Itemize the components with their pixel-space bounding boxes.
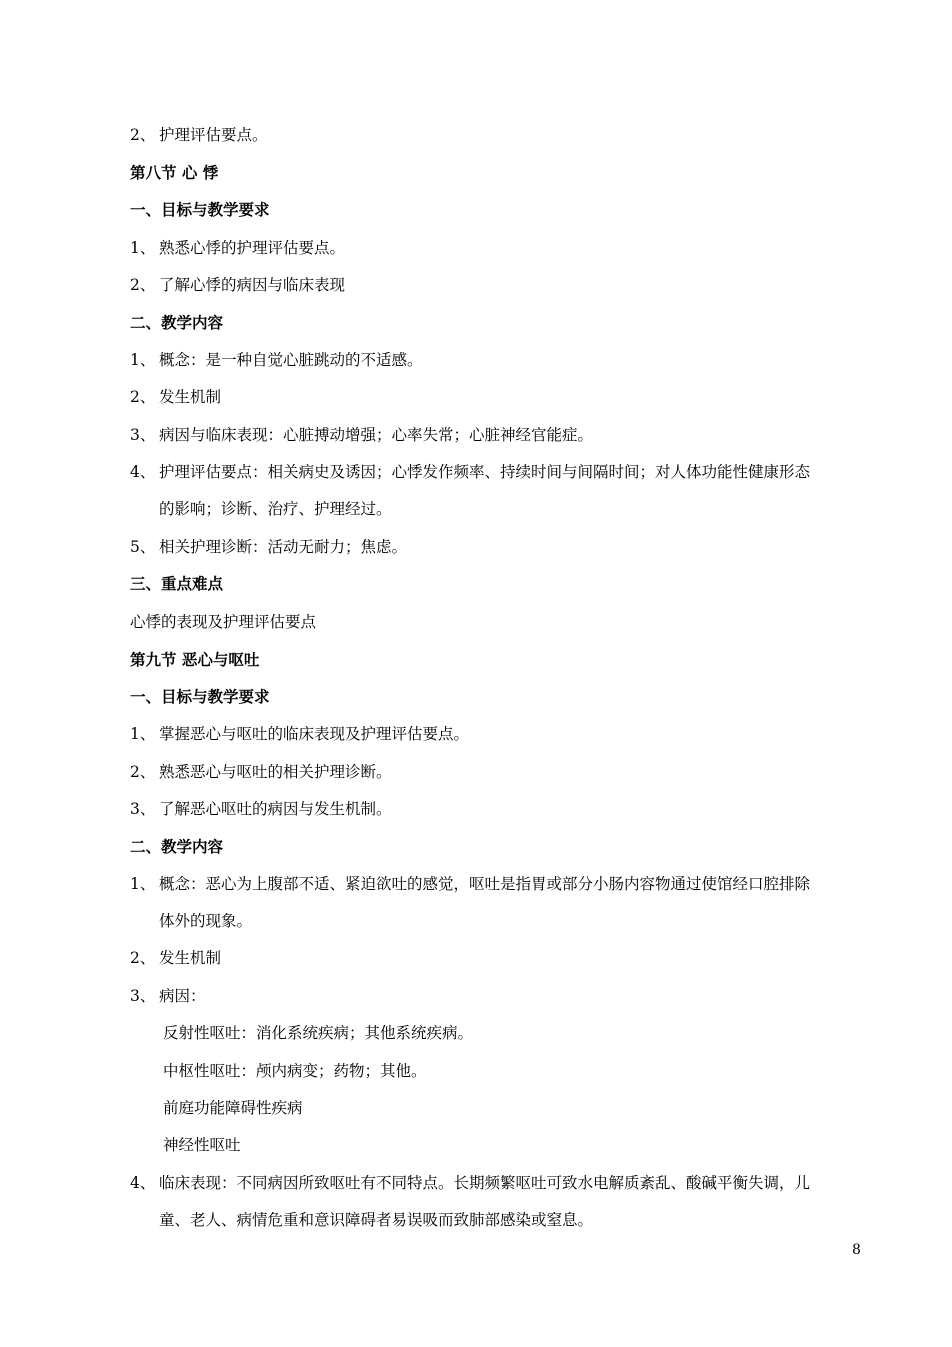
sub-item: 神经性呕吐 bbox=[163, 1136, 241, 1154]
item-text: 发生机制 bbox=[159, 388, 222, 406]
item-text: 了解心悸的病因与临床表现 bbox=[159, 276, 346, 294]
item-text: 掌握恶心与呕吐的临床表现及护理评估要点。 bbox=[159, 725, 470, 743]
item-number: 2、 bbox=[130, 949, 156, 967]
item-number: 2、 bbox=[130, 126, 156, 144]
item-number: 3、 bbox=[130, 987, 156, 1005]
section-heading: 第九节 恶心与呕吐 bbox=[130, 650, 260, 669]
list-item bbox=[130, 125, 268, 145]
subsection-heading: 一、目标与教学要求 bbox=[130, 200, 270, 219]
subsection-heading: 一、目标与教学要求 bbox=[130, 687, 270, 706]
item-number: 5、 bbox=[130, 538, 156, 556]
item-number: 3、 bbox=[130, 426, 156, 444]
list-item bbox=[130, 350, 423, 370]
item-number: 1、 bbox=[130, 239, 156, 257]
list-item bbox=[130, 425, 593, 445]
item-number: 2、 bbox=[130, 276, 156, 294]
list-item bbox=[130, 387, 221, 407]
section-heading: 第八节 心 悸 bbox=[130, 163, 219, 182]
sub-item: 中枢性呕吐：颅内病变；药物；其他。 bbox=[163, 1062, 427, 1080]
list-item bbox=[130, 238, 345, 258]
item-number: 2、 bbox=[130, 388, 156, 406]
item-number: 4、 bbox=[130, 463, 156, 481]
item-text: 护理评估要点。 bbox=[159, 126, 268, 144]
list-item bbox=[130, 537, 407, 557]
list-item-continuation: 童、老人、病情危重和意识障碍者易误吸而致肺部感染或窒息。 bbox=[159, 1211, 594, 1229]
list-item bbox=[130, 874, 810, 894]
sub-item: 反射性呕吐：消化系统疾病；其他系统疾病。 bbox=[163, 1024, 474, 1042]
item-number: 3、 bbox=[130, 800, 156, 818]
list-item bbox=[130, 462, 810, 482]
subsection-heading: 二、教学内容 bbox=[130, 837, 224, 856]
item-text: 了解恶心呕吐的病因与发生机制。 bbox=[159, 800, 392, 818]
item-text: 病因与临床表现：心脏搏动增强；心率失常；心脏神经官能症。 bbox=[159, 426, 594, 444]
item-text: 临床表现：不同病因所致呕吐有不同特点。长期频繁呕吐可致水电解质紊乱、酸碱平衡失调，儿 bbox=[159, 1174, 811, 1192]
list-item bbox=[130, 986, 206, 1006]
subsection-heading: 三、重点难点 bbox=[130, 574, 224, 593]
sub-item: 前庭功能障碍性疾病 bbox=[163, 1099, 303, 1117]
list-item bbox=[130, 799, 392, 819]
list-item bbox=[130, 948, 221, 968]
item-number: 1、 bbox=[130, 351, 156, 369]
item-text: 护理评估要点：相关病史及诱因；心悸发作频率、持续时间与间隔时间；对人体功能性健康形态 bbox=[159, 463, 811, 481]
item-number: 1、 bbox=[130, 725, 156, 743]
paragraph: 心悸的表现及护理评估要点 bbox=[130, 613, 317, 631]
item-number: 1、 bbox=[130, 875, 156, 893]
list-item bbox=[130, 275, 345, 295]
item-text: 熟悉心悸的护理评估要点。 bbox=[159, 239, 346, 257]
item-text: 概念：是一种自觉心脏跳动的不适感。 bbox=[159, 351, 423, 369]
item-text: 熟悉恶心与呕吐的相关护理诊断。 bbox=[159, 763, 392, 781]
list-item bbox=[130, 724, 469, 744]
subsection-heading: 二、教学内容 bbox=[130, 313, 224, 332]
item-text: 病因： bbox=[159, 987, 206, 1005]
item-text: 相关护理诊断：活动无耐力；焦虑。 bbox=[159, 538, 408, 556]
list-item bbox=[130, 1173, 810, 1193]
list-item-continuation: 体外的现象。 bbox=[159, 912, 253, 930]
page-number: 8 bbox=[852, 1242, 861, 1258]
item-number: 2、 bbox=[130, 763, 156, 781]
item-number: 4、 bbox=[130, 1174, 156, 1192]
list-item-continuation: 的影响；诊断、治疗、护理经过。 bbox=[159, 500, 392, 518]
item-text: 概念：恶心为上腹部不适、紧迫欲吐的感觉，呕吐是指胃或部分小肠内容物通过使馆经口腔排除 bbox=[159, 875, 811, 893]
list-item bbox=[130, 762, 392, 782]
item-text: 发生机制 bbox=[159, 949, 222, 967]
